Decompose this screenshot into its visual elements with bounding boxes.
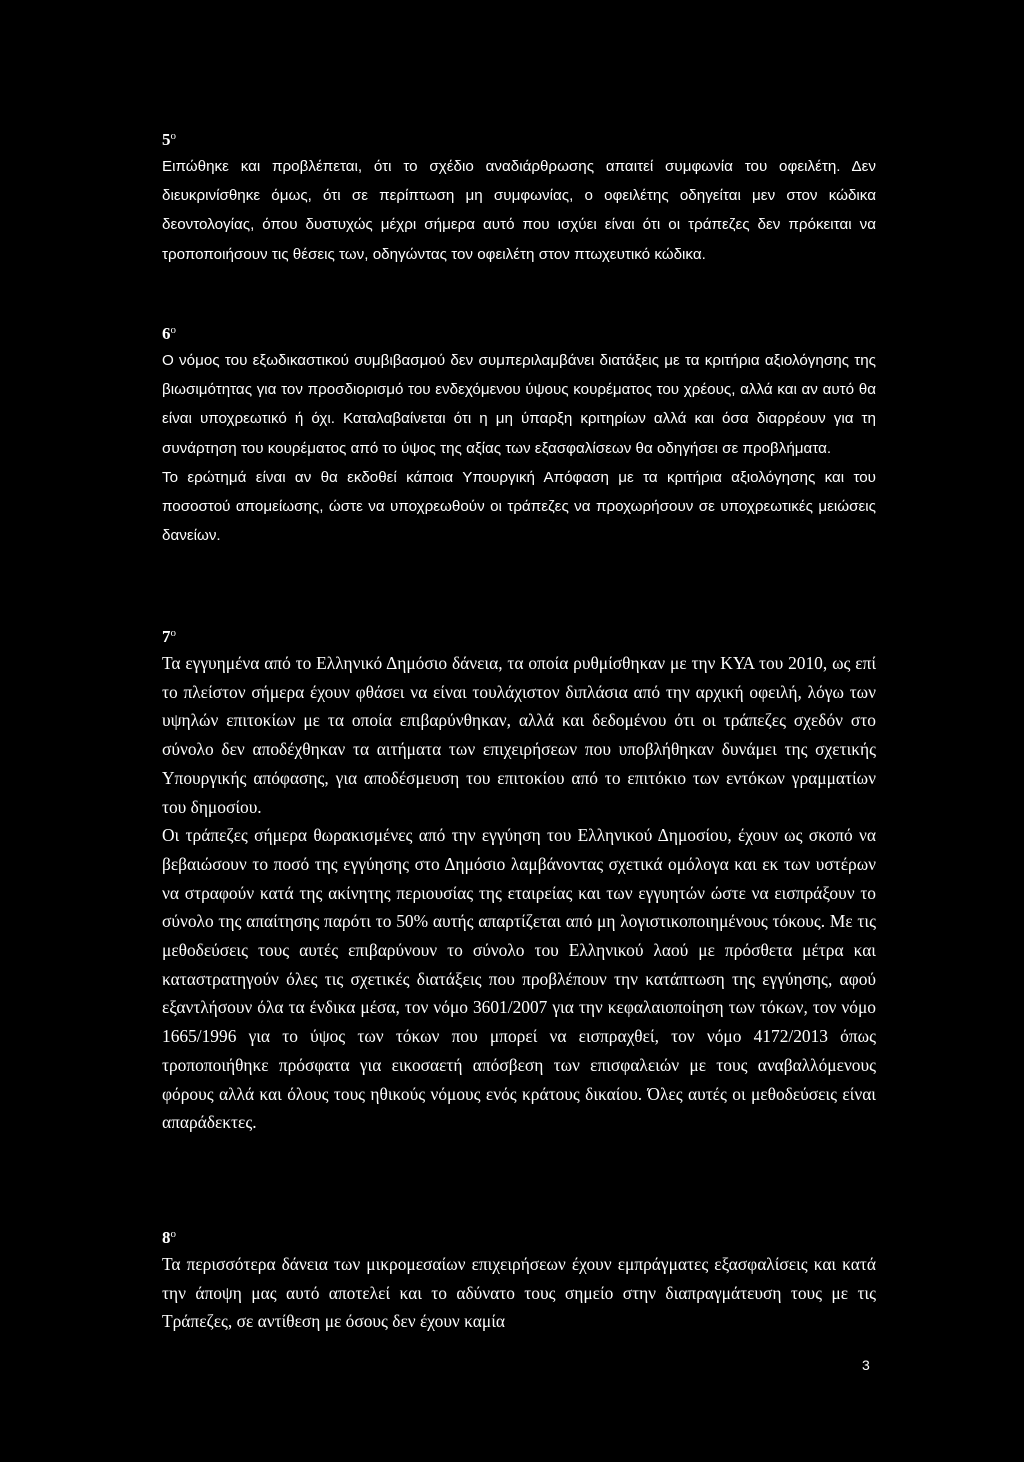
section-number xyxy=(162,1226,876,1250)
section-number-digit: 5 xyxy=(162,130,171,149)
section-number-superscript: ο xyxy=(170,627,176,639)
section-number-superscript: ο xyxy=(170,1228,176,1240)
paragraph: Ειπώθηκε και προβλέπεται, ότι το σχέδιο αναδιάρθρωσης απαιτεί συμφωνία του οφειλέτη. Δεν διευκρινίσθηκε όμως, ότι σε περίπτωση μη συμφωνίας, ο οφειλέτης οδηγείται μεν στον κώδικα δεοντολογίας, όπου δυστυχώς μέχρι σήμερα αυτό που ισχύει είναι ότι οι τράπεζες δεν πρόκειται να τροποποιήσουν τις θέσεις των, οδηγώντας τον οφειλέτη στον πτωχευτικό κώδικα. xyxy=(162,158,876,263)
section-5 xyxy=(162,128,876,269)
paragraph: Οι τράπεζες σήμερα θωρακισμένες από την εγγύηση του Ελληνικού Δημοσίου, έχουν ως σκοπό να βεβαιώσουν το ποσό της εγγύησης στο Δημόσιο λαμβάνοντας σχετικά ομόλογα και εκ των υστέρων να στραφούν κατά της ακίνητης περιουσίας της εταιρείας και των εγγυητών ώστε να εισπράξουν το σύνολο της απαίτησης παρότι το 50% αυτής απαρτίζεται από μη λογιστικοποιημένους τόκους. Με τις μεθοδεύσεις τους αυτές επιβαρύνουν το σύνολο του Ελληνικού λαού με πρόσθετα μέτρα και καταστρατηγούν όλες τις σχετικές διατάξεις που προβλέπουν την κατάπτωση της εγγύησης, αφού εξαντλήσουν όλα τα ένδικα μέσα, τον νόμο 3601/2007 για την κεφαλαιοποίηση των τόκων, τον νόμο 1665/1996 για το ύψος των τόκων που μπορεί να εισπραχθεί, τον νόμο 4172/2013 όπως τροποποιήθηκε πρόσφατα για εικοσαετή απόσβεση των επισφαλειών με τους αναβαλλόμενους φόρους αλλά και όλους τους ηθικούς νόμους ενός κράτους δικαίου. Όλες αυτές οι μεθοδεύσεις είναι απαράδεκτες. xyxy=(162,825,876,1133)
section-8 xyxy=(162,1226,876,1336)
section-number-digit: 6 xyxy=(162,324,171,343)
paragraph: Το ερώτημά είναι αν θα εκδοθεί κάποια Υπουργική Απόφαση με τα κριτήρια αξιολόγησης και του ποσοστού απομείωσης, ώστε να υποχρεωθούν οι τράπεζες να προχωρήσουν σε υποχρεωτικές μειώσεις δανείων. xyxy=(162,468,876,545)
section-number-superscript: ο xyxy=(170,130,176,142)
paragraph: Τα περισσότερα δάνεια των μικρομεσαίων επιχειρήσεων έχουν εμπράγματες εξασφαλίσεις και κατά την άποψη μας αυτό αποτελεί και το αδύνατο τους σημείο στην διαπραγμάτευση τους με τις Τράπεζες, σε αντίθεση με όσους δεν έχουν καμία xyxy=(162,1254,876,1332)
paragraph: Τα εγγυημένα από το Ελληνικό Δημόσιο δάνεια, τα οποία ρυθμίσθηκαν με την ΚΥΑ του 2010, ως επί το πλείστον σήμερα έχουν φθάσει να είναι τουλάχιστον διπλάσια από την αρχική οφειλή, λόγω των υψηλών επιτοκίων με τα οποία επιβαρύνθηκαν, αλλά και δεδομένου ότι οι τράπεζες σχεδόν στο σύνολο δεν αποδέχθηκαν τα αιτήματα των επιχειρήσεων που υποβλήθηκαν δυνάμει της σχετικής Υπουργικής απόφασης, για αποδέσμευση του επιτοκίου από το επιτόκιο των εντόκων γραμματίων του δημοσίου. xyxy=(162,653,876,817)
section-6 xyxy=(162,322,876,550)
paragraph: Ο νόμος του εξωδικαστικού συμβιβασμού δεν συμπεριλαμβάνει διατάξεις με τα κριτήρια αξιολόγησης της βιωσιμότητας για τον προσδιορισμό του ενδεχόμενου ύψους κουρέματος του χρέους, αλλά και αν αυτό θα είναι υποχρεωτικό ή όχι. Καταλαβαίνεται ότι η μη ύπαρξη κριτηρίων αλλά και όσα διαρρέουν για τη συνάρτηση του κουρέματος από το ύψος της αξίας των εξασφαλίσεων θα οδηγήσει σε προβλήματα. xyxy=(162,352,876,457)
section-number xyxy=(162,625,876,649)
section-7 xyxy=(162,625,876,1137)
section-number-superscript: ο xyxy=(170,324,176,336)
section-number-digit: 7 xyxy=(162,627,171,646)
section-number-digit: 8 xyxy=(162,1228,171,1247)
page-number: 3 xyxy=(862,1357,870,1373)
section-number xyxy=(162,322,876,346)
section-number xyxy=(162,128,876,152)
